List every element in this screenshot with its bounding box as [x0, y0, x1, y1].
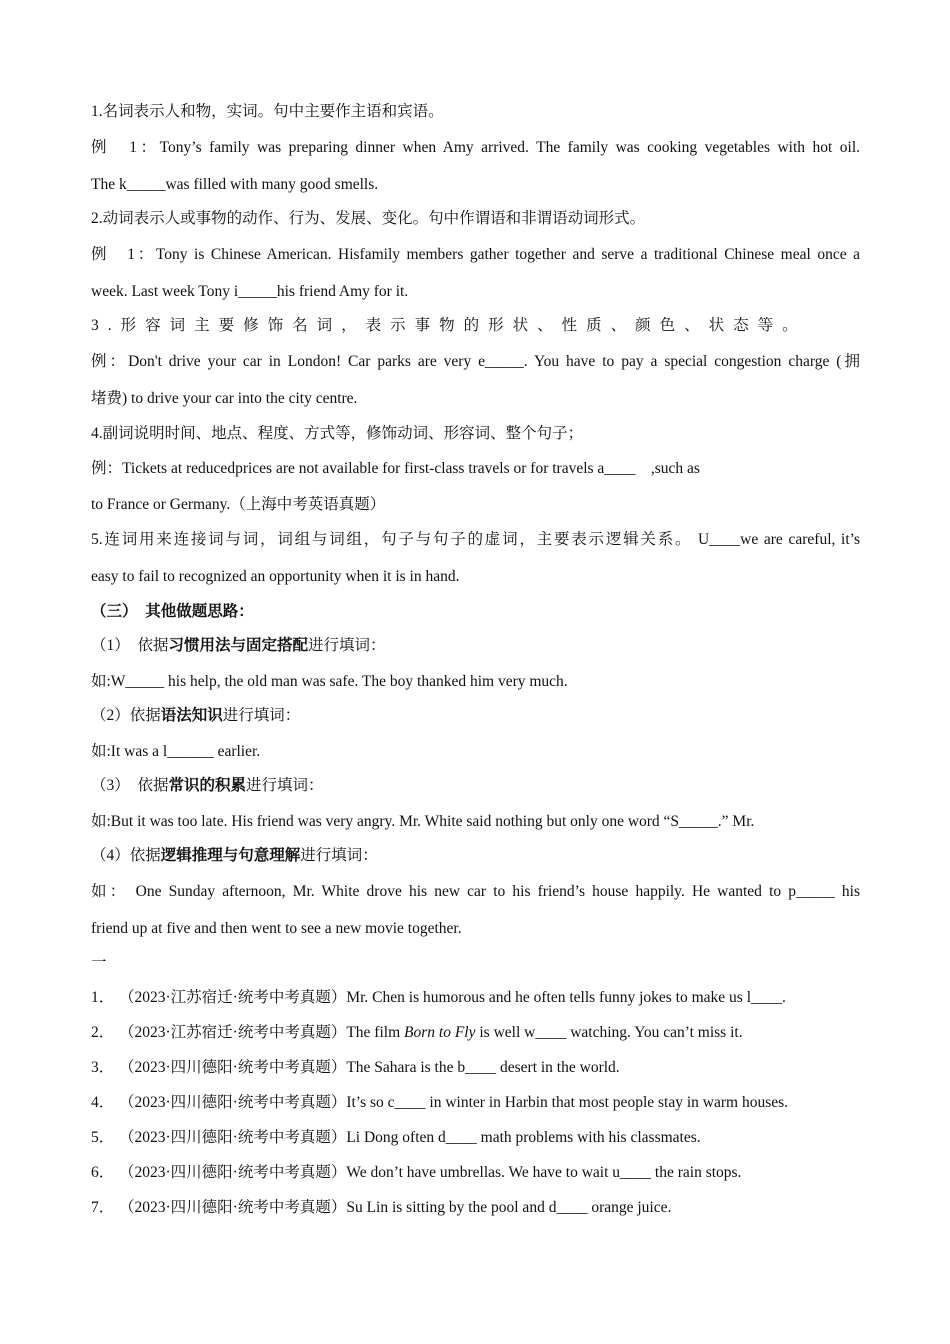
adjective-example-line-1: 例：Don't drive your car in London! Car parks are very e_____. You have to pay a special congestion charge (拥 [91, 353, 860, 370]
tip-2-suffix: 进行填词： [222, 707, 301, 724]
exercise-item [91, 988, 786, 1008]
exercise-text: Li Dong often d____ math problems with his classmates. [346, 1129, 701, 1146]
tip-1-example: 如:W_____ his help, the old man was safe. The boy thanked him very much. [91, 673, 568, 690]
tip-4-heading [91, 846, 860, 866]
exercise-text: It’s so c____ in winter in Harbin that most people stay in warm houses. [346, 1094, 789, 1111]
conjunction-line-1: 5.连词用来连接词与词，词组与词组，句子与句子的虚词，主要表示逻辑关系。 U____we are careful, it’s [91, 531, 860, 548]
noun-example-line-1: 例 1：Tony’s family was preparing dinner when Amy arrived. The family was cooking vegetables with hot oil. [91, 139, 860, 156]
tip-4-keyword: 逻辑推理与句意理解 [160, 847, 301, 864]
exercise-item [91, 1163, 741, 1183]
tip-1-heading [91, 636, 860, 656]
exercise-number: 2． [91, 1024, 115, 1041]
verb-example-line-2: week. Last week Tony i_____his friend Amy for it. [91, 283, 409, 300]
adjective-example-line-2: 堵费) to drive your car into the city centre. [91, 390, 358, 407]
exercise-text: is well w____ watching. You can’t miss it. [475, 1024, 743, 1041]
exercise-source: （2023·四川德阳·统考中考真题） [119, 1129, 347, 1146]
exercise-item [91, 1093, 788, 1113]
exercise-section-heading: 一 [91, 954, 107, 971]
exercise-source: （2023·四川德阳·统考中考真题） [119, 1164, 347, 1181]
tip-1-suffix: 进行填词： [308, 637, 386, 654]
exercise-item [91, 1058, 620, 1078]
adverb-definition: 4.副词说明时间、地点、程度、方式等，修饰动词、形容词、整个句子； [91, 425, 584, 442]
exercise-text: Mr. Chen is humorous and he often tells funny jokes to make us l____. [346, 989, 786, 1006]
tip-3-keyword: 常识的积累 [168, 777, 247, 794]
tip-4-example: 如： One Sunday afternoon, Mr. White drove his new car to his friend’s house happily. He wanted to p_____ his [91, 883, 860, 900]
exercise-source: （2023·江苏宿迁·统考中考真题） [119, 1024, 347, 1041]
tip-3-heading [91, 776, 860, 796]
exercise-item [91, 1023, 743, 1043]
exercise-number: 4． [91, 1094, 115, 1111]
tip-3-example: 如:But it was too late. His friend was very angry. Mr. White said nothing but only one word “S_____.” Mr. [91, 813, 755, 830]
tip-2-keyword: 语法知识 [160, 707, 223, 724]
exercise-item [91, 1198, 671, 1218]
exercise-text: The Sahara is the b____ desert in the world. [346, 1059, 620, 1076]
exercise-number: 5． [91, 1129, 115, 1146]
noun-definition: 1.名词表示人和物，实词。句中主要作主语和宾语。 [91, 103, 444, 120]
exercise-source: （2023·四川德阳·统考中考真题） [119, 1094, 347, 1111]
conjunction-line-2: easy to fail to recognized an opportunity when it is in hand. [91, 568, 460, 585]
exercise-source: （2023·四川德阳·统考中考真题） [119, 1059, 347, 1076]
exercise-source: （2023·四川德阳·统考中考真题） [119, 1199, 347, 1216]
noun-example-line-2: The k_____was filled with many good smells. [91, 176, 379, 193]
verb-example-line-1: 例 1：Tony is Chinese American. Hisfamily members gather together and serve a traditional Chinese meal once a [91, 246, 860, 263]
tip-1-keyword: 习惯用法与固定搭配 [168, 637, 309, 654]
tip-3-suffix: 进行填词： [246, 777, 324, 794]
exercise-number: 3． [91, 1059, 115, 1076]
exercise-text: We don’t have umbrellas. We have to wait u____ the rain stops. [346, 1164, 742, 1181]
tip-2-example: 如:It was a l______ earlier. [91, 743, 261, 760]
exercise-number: 7． [91, 1199, 115, 1216]
tip-2-heading [91, 706, 860, 726]
tip-2-prefix: （2）依据 [91, 707, 161, 724]
tip-4-prefix: （4）依据 [91, 847, 161, 864]
tip-3-prefix: （3） 依据 [91, 777, 169, 794]
film-title: Born to Fly [404, 1024, 476, 1041]
other-strategies-heading: （三） 其他做题思路： [91, 603, 254, 620]
exercise-number: 1． [91, 989, 115, 1006]
exercise-item [91, 1128, 701, 1148]
tip-4-suffix: 进行填词： [300, 847, 378, 864]
exercise-source: （2023·江苏宿迁·统考中考真题） [119, 989, 347, 1006]
exercise-text: Su Lin is sitting by the pool and d____ orange juice. [346, 1199, 672, 1216]
tip-1-prefix: （1） 依据 [91, 637, 169, 654]
tip-4-example-continued: friend up at five and then went to see a new movie together. [91, 920, 462, 937]
exercise-text-pre: The film [346, 1024, 405, 1041]
adverb-example-line-1: 例：Tickets at reducedprices are not available for first-class travels or for travels a____ ,such as [91, 460, 700, 477]
verb-definition: 2.动词表示人或事物的动作、行为、发展、变化。句中作谓语和非谓语动词形式。 [91, 210, 646, 227]
adjective-definition: 3.形容词主要修饰名词，表示事物的形状、性质、颜色、状态等。 [91, 317, 807, 334]
adverb-example-line-2: to France or Germany.（上海中考英语真题） [91, 496, 386, 513]
exercise-number: 6． [91, 1164, 115, 1181]
